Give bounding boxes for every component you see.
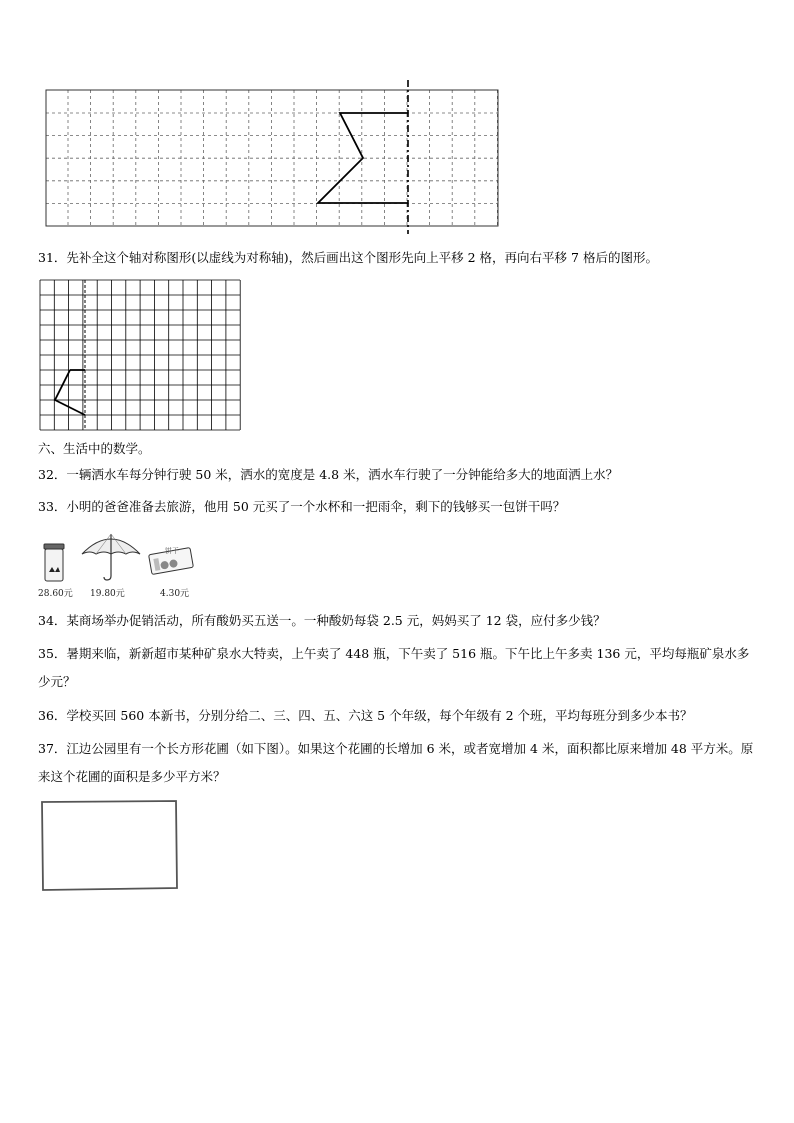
cup-price: 28.60元 [38,589,73,599]
section-6-heading: 六、生活中的数学。 [38,441,151,456]
umbrella-price: 19.80元 [90,589,125,599]
cup-icon [40,542,70,584]
question-34: 34．某商场举办促销活动，所有酸奶买五送一。一种酸奶每袋 2.5 元，妈妈买了 12 袋，应付多少钱？ [38,613,606,628]
question-37: 37．江边公园里有一个长方形花圃（如下图）。如果这个花圃的长增加 6 米，或者宽增加 4 米，面积都比原来增加 48 平方米。原来这个花圃的面积是多少平方米？ [38,741,754,784]
question-32: 32．一辆洒水车每分钟行驶 50 米，洒水的宽度是 4.8 米，洒水车行驶了一分钟能给多大的地面洒上水？ [38,467,619,482]
q31-partial-shape [55,370,85,415]
garden-rectangle [38,798,180,894]
question-36: 36．学校买回 560 本新书，分别分给二、三、四、五、六这 5 个年级，每个年级有 2 个班，平均每班分到多少本书？ [38,708,693,723]
question-33: 33．小明的爸爸准备去旅游，他用 50 元买了一个水杯和一把雨伞，剩下的钱够买一包饼干吗？ [38,499,566,514]
biscuit-pack-label: 饼干 [165,547,179,555]
top-grid-figure [0,0,794,240]
question-35: 35．暑期来临，新新超市某种矿泉水大特卖，上午卖了 448 瓶，下午卖了 516 瓶。下午比上午多卖 136 元，平均每瓶矿泉水多少元？ [38,646,750,689]
q31-grid-figure [0,270,260,430]
question-31: 31．先补全这个轴对称图形(以虚线为对称轴)，然后画出这个图形先向上平移 2 格，再向右平移 7 格后的图形。 [38,250,658,265]
umbrella-icon [80,530,142,582]
biscuit-price: 4.30元 [160,589,190,599]
